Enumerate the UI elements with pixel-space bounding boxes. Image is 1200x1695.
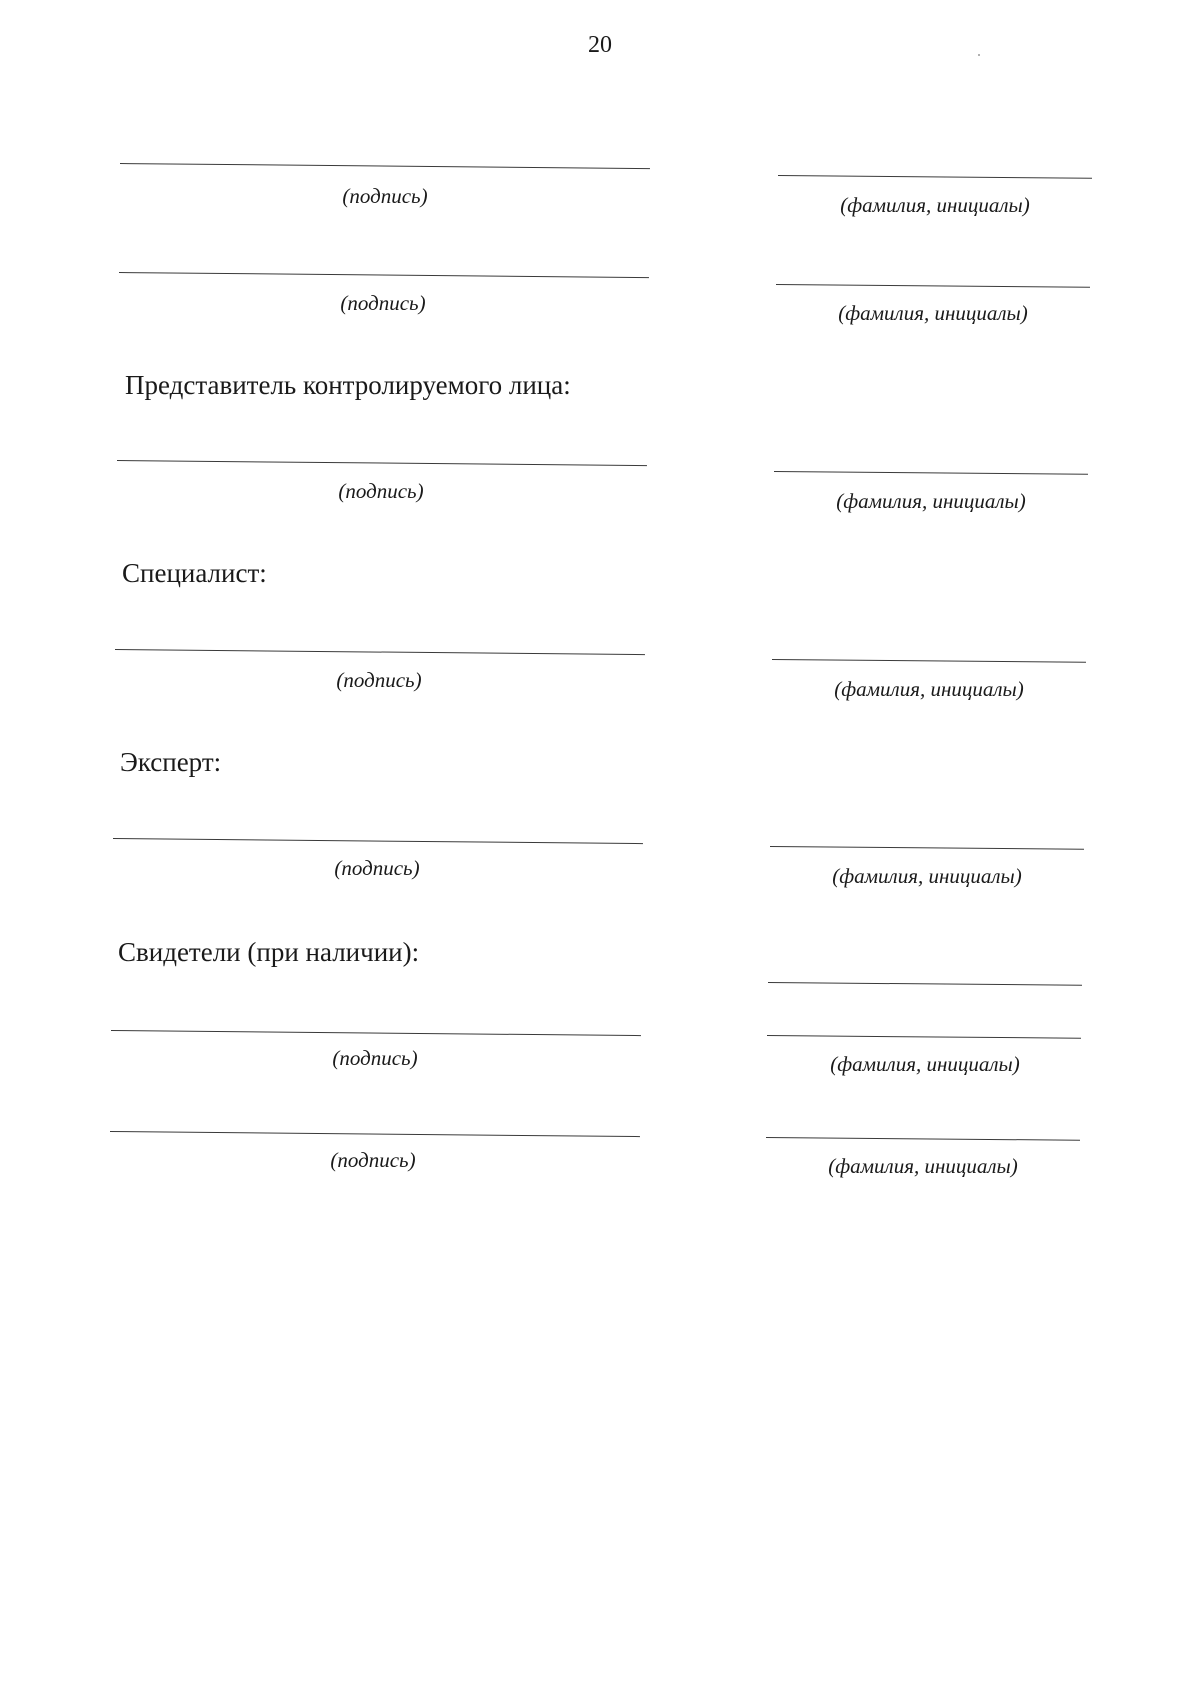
name-caption: (фамилия, инициалы) bbox=[836, 489, 1026, 513]
name-caption: (фамилия, инициалы) bbox=[840, 193, 1030, 217]
name-line[interactable] bbox=[767, 1035, 1081, 1039]
scan-speck bbox=[978, 54, 980, 56]
name-caption: (фамилия, инициалы) bbox=[828, 1154, 1018, 1178]
signature-caption: (подпись) bbox=[334, 856, 420, 880]
signature-line[interactable] bbox=[110, 1131, 640, 1137]
name-line[interactable] bbox=[770, 846, 1084, 850]
signature-line[interactable] bbox=[113, 838, 643, 844]
name-caption: (фамилия, инициалы) bbox=[834, 677, 1024, 701]
name-line[interactable] bbox=[776, 284, 1090, 288]
signature-line[interactable] bbox=[120, 163, 650, 169]
signature-caption: (подпись) bbox=[340, 291, 426, 315]
name-caption: (фамилия, инициалы) bbox=[832, 864, 1022, 888]
signature-caption: (подпись) bbox=[336, 668, 422, 692]
name-caption: (фамилия, инициалы) bbox=[838, 301, 1028, 325]
name-line[interactable] bbox=[778, 175, 1092, 179]
signature-caption: (подпись) bbox=[338, 479, 424, 503]
signature-line[interactable] bbox=[117, 460, 647, 466]
signature-line[interactable] bbox=[119, 272, 649, 278]
signature-caption: (подпись) bbox=[332, 1046, 418, 1070]
signature-caption: (подпись) bbox=[330, 1148, 416, 1172]
name-line[interactable] bbox=[774, 471, 1088, 475]
section-heading-witnesses: Свидетели (при наличии): bbox=[118, 937, 420, 967]
name-caption: (фамилия, инициалы) bbox=[830, 1052, 1020, 1076]
section-heading-specialist: Специалист: bbox=[122, 558, 267, 588]
signature-line[interactable] bbox=[111, 1030, 641, 1036]
name-line[interactable] bbox=[766, 1137, 1080, 1141]
section-heading-expert: Эксперт: bbox=[120, 747, 222, 777]
page-number: 20 bbox=[588, 32, 612, 58]
signature-line[interactable] bbox=[115, 649, 645, 655]
name-line[interactable] bbox=[772, 659, 1086, 663]
section-heading-representative: Представитель контролируемого лица: bbox=[125, 370, 571, 400]
name-line-extra[interactable] bbox=[768, 982, 1082, 986]
signature-caption: (подпись) bbox=[342, 184, 428, 208]
